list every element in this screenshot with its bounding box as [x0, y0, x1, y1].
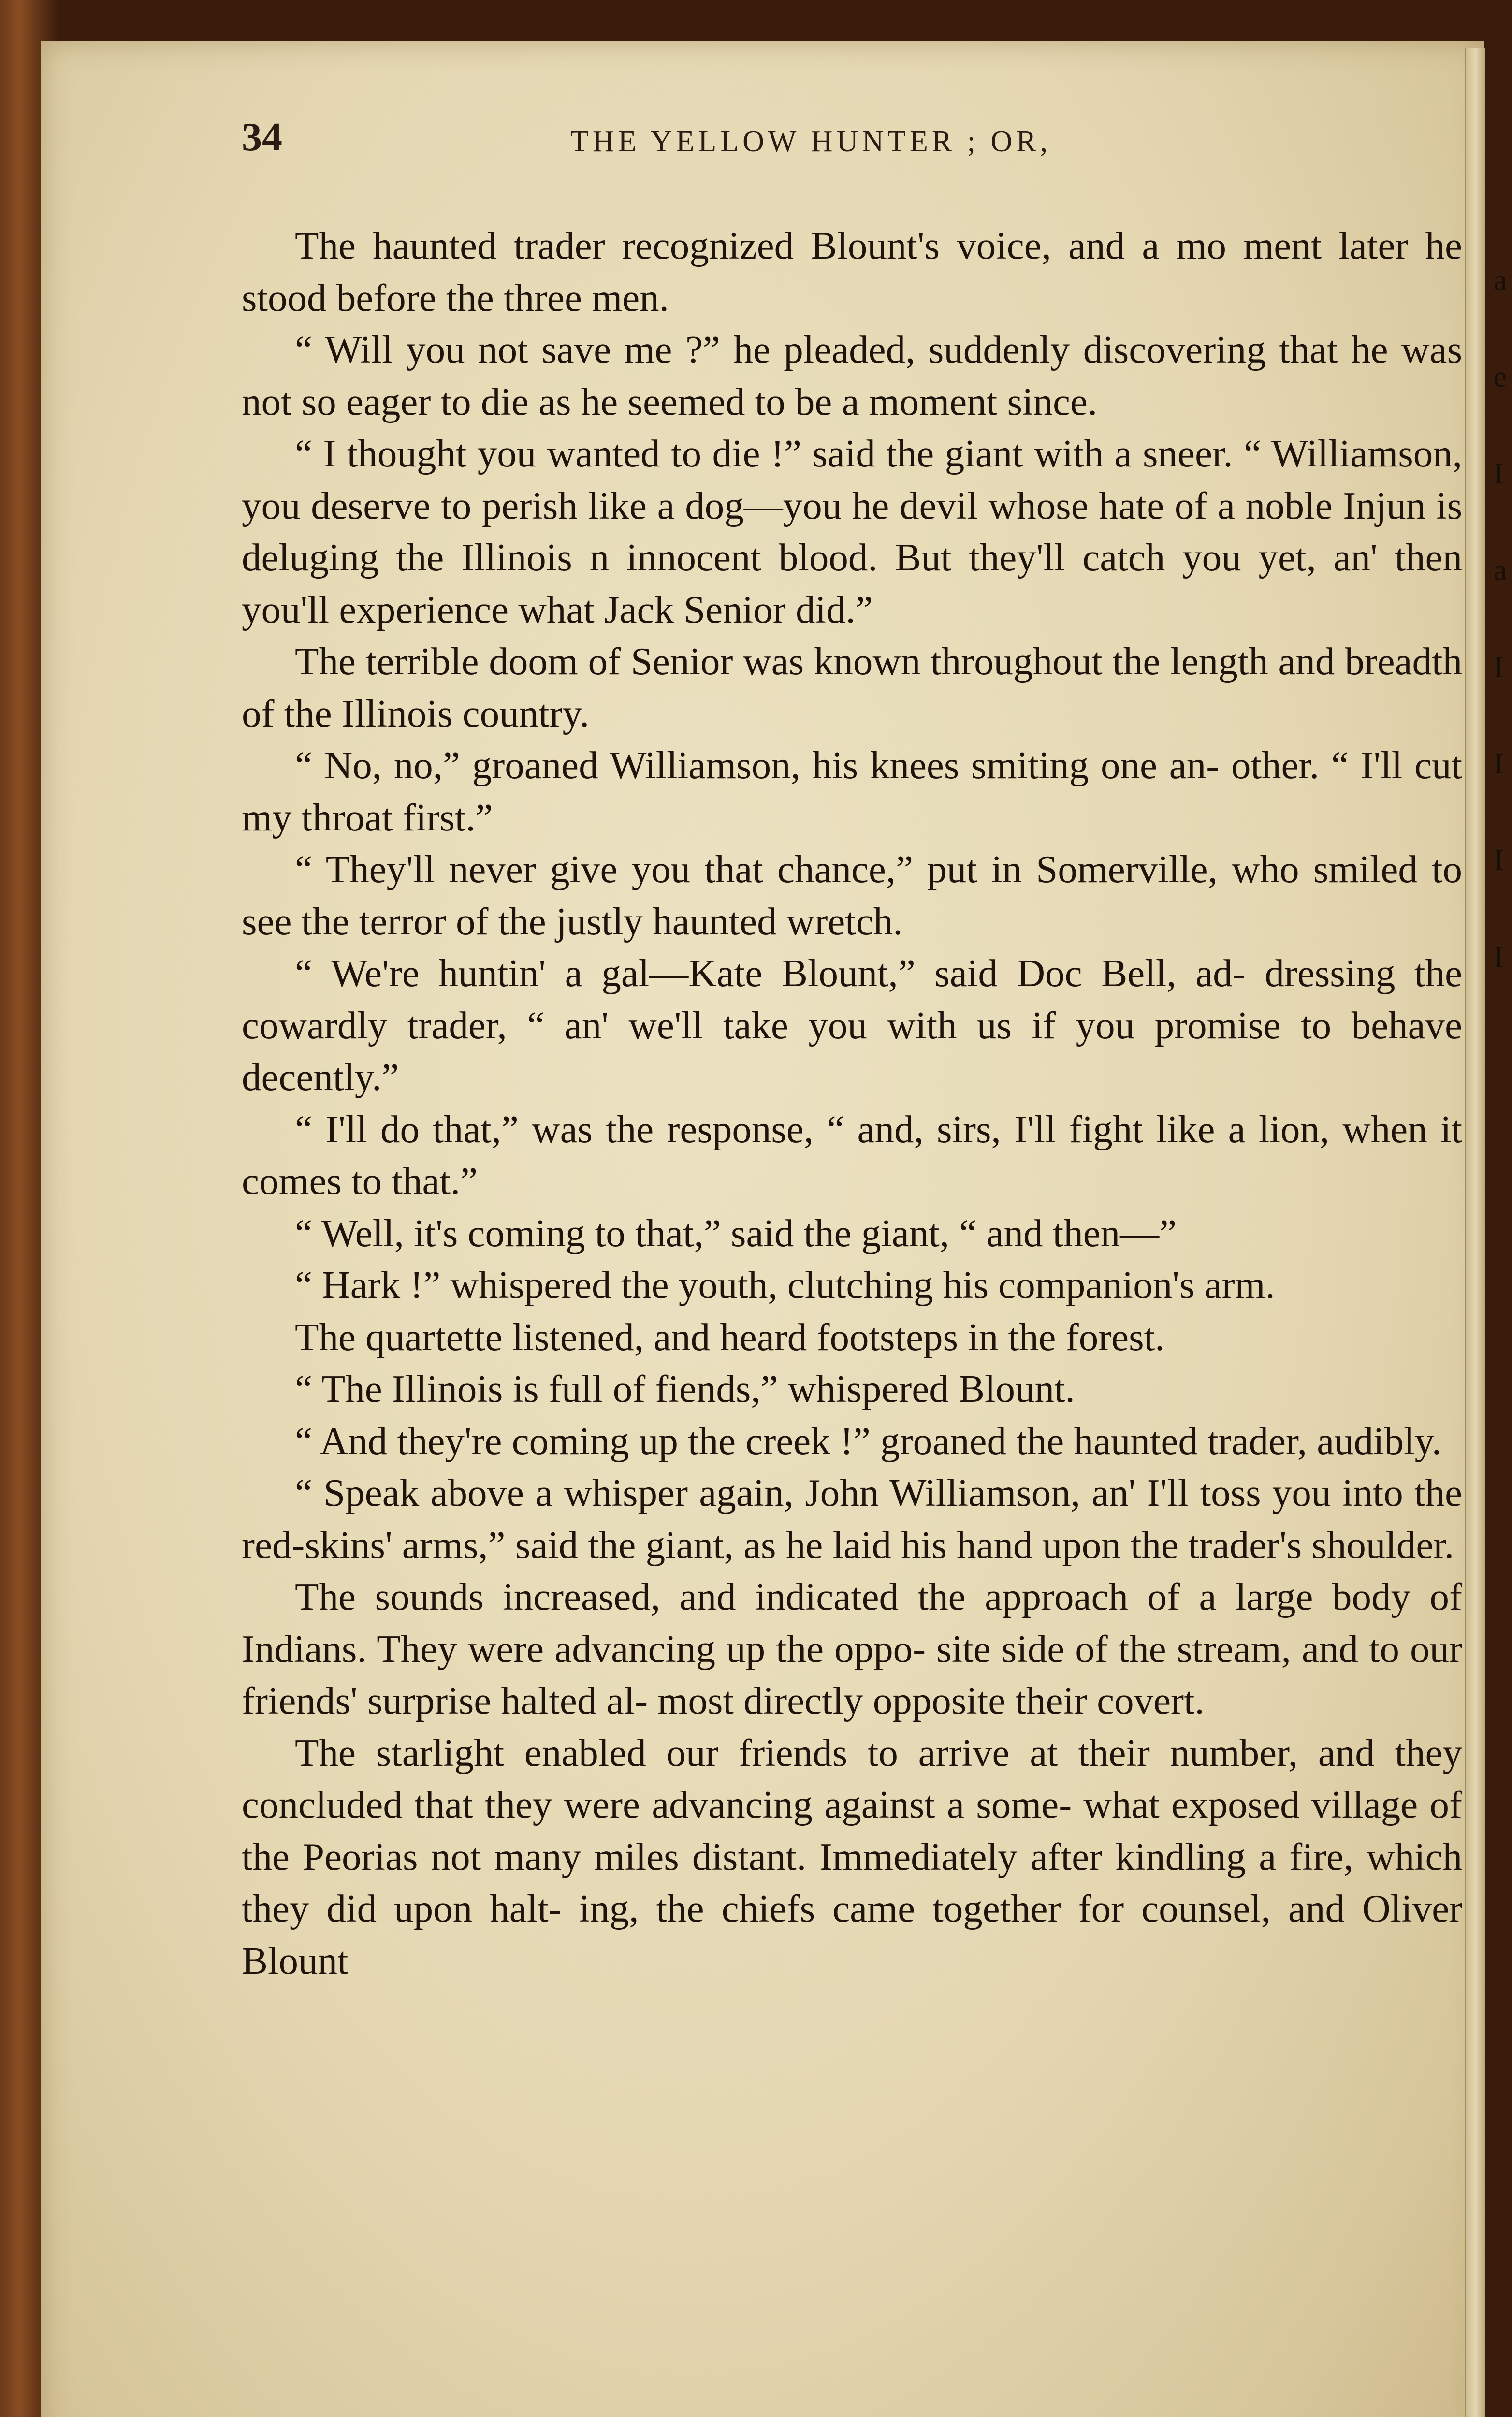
- paragraph: “ Well, it's coming to that,” said the giant, “ and then—”: [295, 1211, 1177, 1255]
- edge-char: I: [1494, 941, 1504, 974]
- paragraph: The starlight enabled our friends to arrive at their number, and they concluded that they were advancing against a some- what exposed village of the Peorias not many miles distant. Immediately after kindling a fire, which they did upon halt- ing, the chiefs came together for counsel, and Oliver Blount: [242, 1731, 1462, 1982]
- paragraph: “ I'll do that,” was the response, “ and, sirs, I'll fight like a lion, when it comes to that.”: [242, 1107, 1462, 1203]
- adjacent-page-characters: [1494, 232, 1508, 1005]
- page-number: 34: [242, 115, 282, 160]
- paragraph: The terrible doom of Senior was known throughout the length and breadth of the Illinois country.: [242, 640, 1462, 735]
- paragraph: “ The Illinois is full of fiends,” whispered Blount.: [295, 1367, 1075, 1411]
- body-text: [242, 220, 1462, 1987]
- edge-char: I: [1494, 844, 1504, 877]
- paragraph: “ They'll never give you that chance,” put in Somerville, who smiled to see the terror of the justly haunted wretch.: [242, 847, 1462, 943]
- running-title: THE YELLOW HUNTER ; OR,: [570, 125, 1052, 158]
- paragraph: “ We're huntin' a gal—Kate Blount,” said Doc Bell, ad- dressing the cowardly trader, “ an' we'll take you with us if you promise to behave decently.”: [242, 951, 1462, 1099]
- paragraph: “ Hark !” whispered the youth, clutching his companion's arm.: [295, 1263, 1275, 1307]
- paragraph: “ I thought you wanted to die !” said the giant with a sneer. “ Williamson, you deserve to perish like a dog—you he devil whose hate of a noble Injun is deluging the Illinois n innocent blood. But they'll catch you yet, an' then you'll experience what Jack Senior did.”: [242, 432, 1462, 631]
- paragraph: “ Will you not save me ?” he pleaded, suddenly discovering that he was not so eager to die as he seemed to be a moment since.: [242, 328, 1462, 423]
- edge-char: a: [1494, 264, 1507, 297]
- paragraph: The sounds increased, and indicated the approach of a large body of Indians. They were advancing up the oppo- site side of the stream, and to our friends' surprise halted al- most directly opposite their covert.: [242, 1575, 1462, 1722]
- edge-char: I: [1494, 747, 1504, 780]
- paragraph: “ Speak above a whisper again, John Williamson, an' I'll toss you into the red-skins' arms,” said the giant, as he laid his hand upon the trader's shoulder.: [242, 1471, 1462, 1567]
- edge-char: e: [1494, 361, 1507, 393]
- paragraph: “ And they're coming up the creek !” groaned the haunted trader, audibly.: [295, 1419, 1442, 1463]
- adjacent-page-edge: [1465, 48, 1485, 2417]
- paragraph: The quartette listened, and heard footsteps in the forest.: [295, 1315, 1165, 1359]
- edge-char: I: [1494, 457, 1504, 490]
- edge-char: I: [1494, 651, 1504, 684]
- paragraph: “ No, no,” groaned Williamson, his knees smiting one an- other. “ I'll cut my throat first.”: [242, 743, 1462, 839]
- edge-char: a: [1494, 554, 1507, 587]
- paragraph: The haunted trader recognized Blount's voice, and a mo ment later he stood before the three men.: [242, 224, 1462, 320]
